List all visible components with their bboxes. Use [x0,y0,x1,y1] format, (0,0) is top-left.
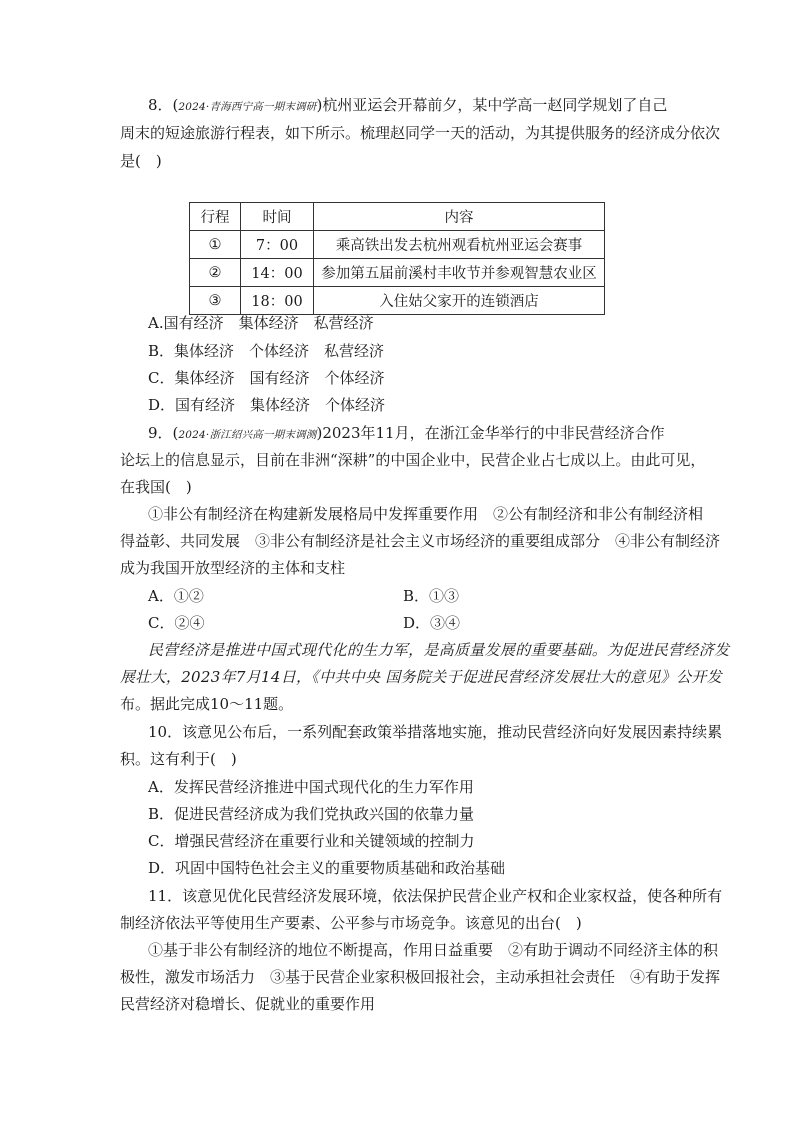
q9-option-b: B．①③ [403,587,460,605]
table-cell: 入住姑父家开的连锁酒店 [314,287,605,315]
table-cell: ① [190,231,241,259]
material-line-1: 民营经济是推进中国式现代化的生力军，是高质量发展的重要基础。为促进民营经济发 [148,641,730,659]
q8-stem-part1: )杭州亚运会开幕前夕，某中学高一赵同学规划了自己 [316,96,668,114]
q10-option-b: B．促进民营经济成为我们党执政兴国的依靠力量 [148,805,475,823]
q9-option-c: C．②④ [148,614,205,632]
q9-option-a: A．①② [148,587,204,605]
q8-source: 2024·青海西宁高一期末调研 [178,101,317,113]
table-cell: 14：00 [241,259,314,287]
table-cell: ③ [190,287,241,315]
q8-line-2: 周末的短途旅游行程表，如下所示。梳理赵同学一天的活动，为其提供服务的经济成分依次 [120,124,721,142]
q10-line-2: 积。这有利于( ) [120,750,237,768]
q10-option-c: C．增强民营经济在重要行业和关键领域的控制力 [148,832,475,850]
q9-source: 2024·浙江绍兴高一期末调测 [178,429,317,441]
q8-line-1 [148,95,667,117]
q11-statement-2: 极性，激发市场活力 ③基于民营企业家积极回报社会，主动承担社会责任 ④有助于发挥 [120,968,721,986]
q8-option-a: A.国有经济 集体经济 私营经济 [148,314,374,332]
q9-line-1 [148,423,665,445]
material-line-2: 展壮大，2023年7月14日，《中共中央 国务院关于促进民营经济发展壮大的意见》公开发 [120,668,722,686]
q10-option-d: D．巩固中国特色社会主义的重要物质基础和政治基础 [148,859,506,877]
q11-line-2: 制经济依法平等使用生产要素、公平参与市场竞争。该意见的出台( ) [120,914,582,932]
itinerary-table [189,202,605,315]
table-cell: ② [190,259,241,287]
table-header-cell: 内容 [314,203,605,231]
q9-option-d: D．③④ [403,614,461,632]
table-header-cell: 行程 [190,203,241,231]
q9-statement-3: 成为我国开放型经济的主体和支柱 [120,559,346,577]
table-header-cell: 时间 [241,203,314,231]
q8-line-3: 是( ) [120,152,162,170]
table-row [190,231,605,259]
table-row [190,259,605,287]
q9-statement-2: 得益彰、共同发展 ③非公有制经济是社会主义市场经济的重要组成部分 ④非公有制经济 [120,532,721,550]
q8-option-b: B．集体经济 个体经济 私营经济 [148,342,385,360]
q8-number: 8．( [148,96,179,114]
q11-statement-3: 民营经济对稳增长、促就业的重要作用 [120,995,376,1013]
table-cell: 18：00 [241,287,314,315]
q9-line-2: 论坛上的信息显示，目前在非洲“深耕”的中国企业中，民营企业占七成以上。由此可见， [120,451,706,469]
material-line-3: 布。据此完成10～11题。 [120,695,294,713]
q8-option-d: D．国有经济 集体经济 个体经济 [148,396,386,414]
q9-number: 9．( [148,424,179,442]
q9-line-3: 在我国( ) [120,478,192,496]
q10-line-1: 10．该意见公布后，一系列配套政策举措落地实施，推动民营经济向好发展因素持续累 [148,723,723,741]
table-cell: 7：00 [241,231,314,259]
table-header-row [190,203,605,231]
q9-statement-1: ①非公有制经济在构建新发展格局中发挥重要作用 ②公有制经济和非公有制经济相 [148,505,704,523]
q11-line-1: 11．该意见优化民营经济发展环境，依法保护民营企业产权和企业家权益，使各种所有 [148,887,723,905]
table-cell: 参加第五届前溪村丰收节并参观智慧农业区 [314,259,605,287]
table-row [190,287,605,315]
q11-statement-1: ①基于非公有制经济的地位不断提高，作用日益重要 ②有助于调动不同经济主体的积 [148,941,719,959]
q8-option-c: C．集体经济 国有经济 个体经济 [148,369,385,387]
table-cell: 乘高铁出发去杭州观看杭州亚运会赛事 [314,231,605,259]
q9-stem-part1: )2023年11月，在浙江金华举行的中非民营经济合作 [316,424,665,442]
q10-option-a: A．发挥民营经济推进中国式现代化的生力军作用 [148,778,474,796]
